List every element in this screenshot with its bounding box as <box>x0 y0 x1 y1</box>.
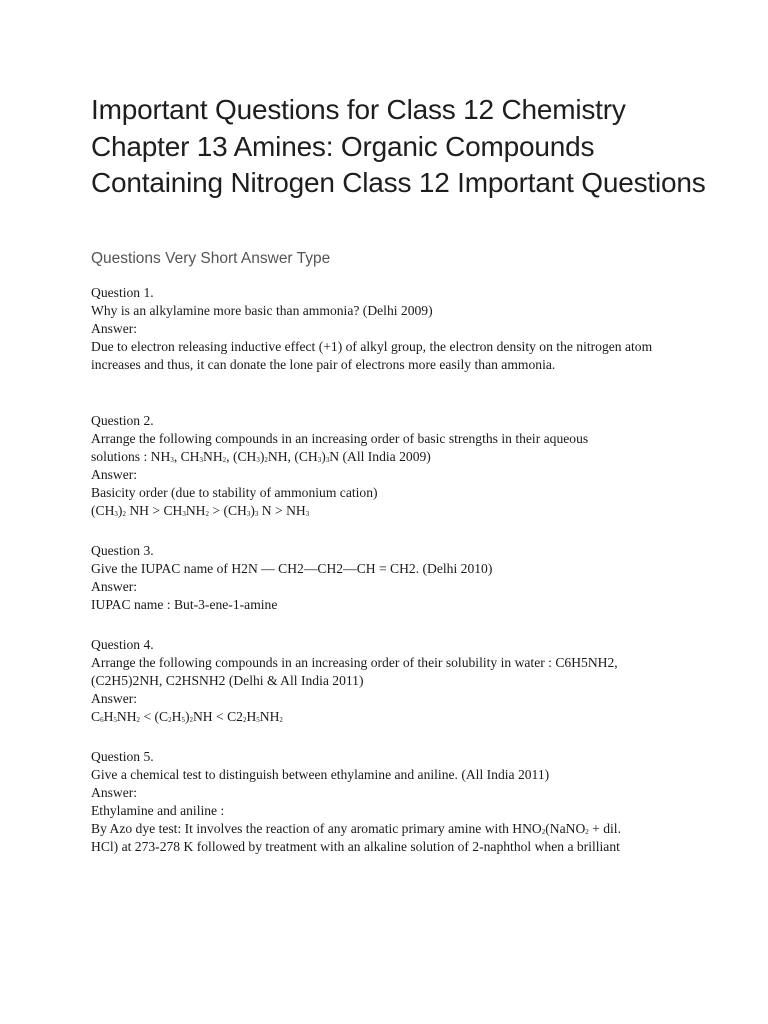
formula-text: NH, (CH <box>267 449 318 464</box>
formula-subscript: 2 <box>264 456 268 464</box>
formula-subscript: 3 <box>256 456 260 464</box>
formula-subscript: 2 <box>136 716 141 724</box>
formula-text: , (CH <box>226 449 257 464</box>
question-text-line-2 <box>91 448 691 466</box>
formula-text: ) <box>117 503 123 518</box>
question-label: Question 5. <box>91 749 154 764</box>
answer-label: Answer: <box>91 785 138 800</box>
formula-text: NH <box>203 449 223 464</box>
answer-text: IUPAC name : But-3-ene-1-amine <box>91 597 278 612</box>
formula-subscript: 5 <box>113 716 117 724</box>
answer-label: Answer: <box>91 467 138 482</box>
formula-subscript: 2 <box>168 716 172 724</box>
formula-subscript: 2 <box>122 510 126 518</box>
question-text-line-1: Arrange the following compounds in an increasing order of their solubility in water : C6H5NH2, <box>91 655 618 670</box>
answer-text-line-2 <box>91 502 691 520</box>
question-text: Why is an alkylamine more basic than ammonia? (Delhi 2009) <box>91 303 433 318</box>
formula-subscript: 2 <box>205 510 209 518</box>
formula-text: ) <box>250 503 255 518</box>
formula-text: NH > CH <box>125 503 183 518</box>
question-4-block <box>91 636 691 726</box>
question-text: Give a chemical test to distinguish between ethylamine and aniline. (All India 2011) <box>91 767 550 782</box>
formula-subscript: 2 <box>585 828 589 836</box>
formula-text: NH <box>185 503 206 518</box>
formula-subscript: 3 <box>254 510 259 518</box>
formula-text: H <box>171 709 182 724</box>
formula-subscript: 5 <box>181 716 185 724</box>
answer-label: Answer: <box>91 579 138 594</box>
formula-text: , CH <box>173 449 200 464</box>
answer-text-line-3: HCl) at 273-278 K followed by treatment with an alkaline solution of 2-naphthol when a brilliant <box>91 839 620 854</box>
answer-label: Answer: <box>91 691 138 706</box>
question-text: Give the IUPAC name of H2N — CH2—CH2—CH = CH2. (Delhi 2010) <box>91 561 493 576</box>
formula-text: N (All India 2009) <box>329 449 431 464</box>
formula-subscript: 2 <box>189 716 193 724</box>
formula-subscript: 3 <box>317 456 322 464</box>
answer-text-line-2 <box>91 820 691 838</box>
formula-text: NH <box>116 709 137 724</box>
question-1-block <box>91 284 691 374</box>
formula-text: NH <box>259 709 280 724</box>
formula-text: ) <box>259 449 265 464</box>
formula-text: C <box>91 709 101 724</box>
formula-subscript: 3 <box>305 510 310 518</box>
question-3-block <box>91 542 691 614</box>
question-text-line-2: (C2H5)2NH, C2HSNH2 (Delhi & All India 2011) <box>91 673 364 688</box>
formula-text: By Azo dye test: It involves the reaction of any aromatic primary amine with HNO <box>91 821 542 836</box>
question-2-block <box>91 412 691 520</box>
question-text-line-1: Arrange the following compounds in an increasing order of basic strengths in their aqueous <box>91 431 589 446</box>
formula-subscript: 6 <box>100 716 104 724</box>
formula-subscript: 2 <box>541 828 546 836</box>
formula-subscript: 3 <box>182 510 186 518</box>
answer-text: Due to electron releasing inductive effect (+1) of alkyl group, the electron density on the nitrogen atom increases and thus, it can donate the lone pair of electrons more easily than ammonia. <box>91 339 653 372</box>
formula-subscript: 2 <box>242 716 247 724</box>
formula-subscript: 3 <box>199 456 203 464</box>
formula-subscript: 2 <box>279 716 283 724</box>
formula-text: < (C <box>140 709 169 724</box>
formula-subscript: 2 <box>222 456 227 464</box>
question-label: Question 4. <box>91 637 154 652</box>
section-heading: Questions Very Short Answer Type <box>91 250 331 267</box>
formula-text: (CH <box>91 503 115 518</box>
formula-subscript: 3 <box>170 456 174 464</box>
question-label: Question 3. <box>91 543 154 558</box>
formula-subscript: 5 <box>256 716 260 724</box>
answer-label: Answer: <box>91 321 138 336</box>
answer-text-line-1: Ethylamine and aniline : <box>91 803 225 818</box>
formula-text: (NaNO <box>545 821 586 836</box>
formula-text: ) <box>184 709 190 724</box>
formula-text: > (CH <box>208 503 247 518</box>
formula-text: NH < C2 <box>192 709 243 724</box>
formula-text: solutions : NH <box>91 449 171 464</box>
answer-text-line-1: Basicity order (due to stability of ammonium cation) <box>91 485 378 500</box>
formula-text: H <box>103 709 114 724</box>
question-label: Question 1. <box>91 285 154 300</box>
formula-text: N > NH <box>258 503 306 518</box>
question-5-block <box>91 748 691 856</box>
formula-subscript: 3 <box>114 510 118 518</box>
page-title: Important Questions for Class 12 Chemistry Chapter 13 Amines: Organic Compounds Containing Nitrogen Class 12 Important Questions <box>91 94 706 198</box>
answer-text <box>91 708 691 726</box>
formula-subscript: 3 <box>325 456 330 464</box>
formula-subscript: 3 <box>246 510 251 518</box>
question-label: Question 2. <box>91 413 154 428</box>
formula-text: H <box>246 709 257 724</box>
formula-text: ) <box>321 449 326 464</box>
formula-text: + dil. <box>588 821 621 836</box>
